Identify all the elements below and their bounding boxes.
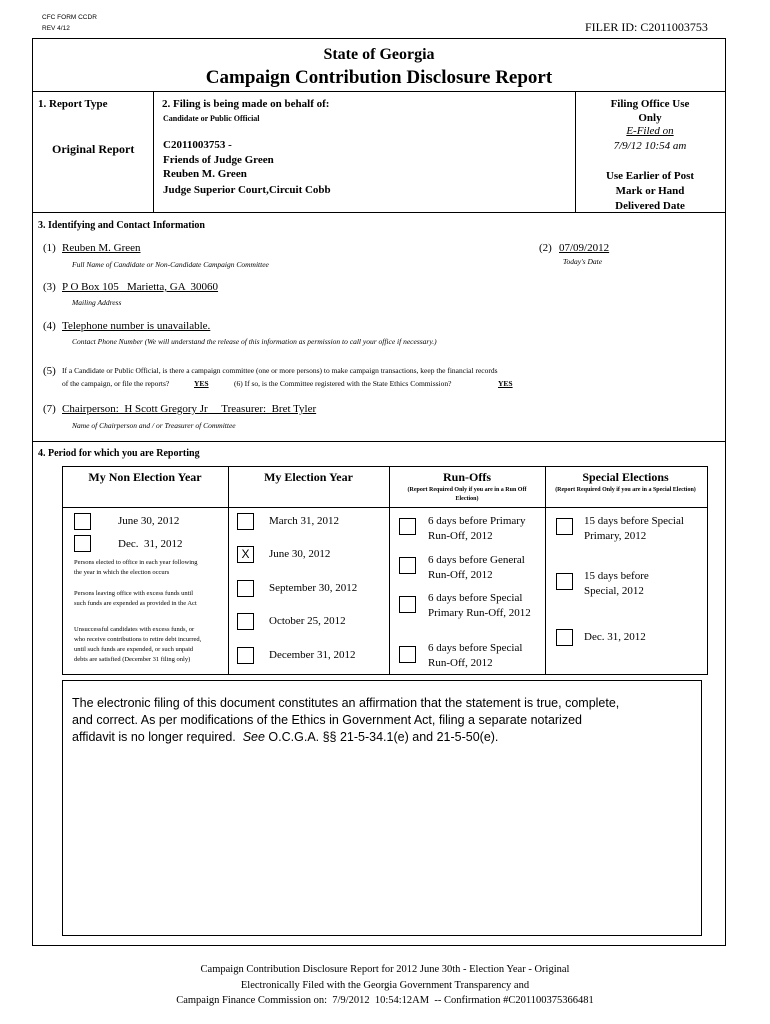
special-label: 15 days before Special, 2012 [584, 570, 649, 597]
item-5-question: If a Candidate or Public Official, is there a campaign committee (one or more persons) to make campaign transactions, keep the financial records [62, 366, 498, 375]
checkbox-runoff-special[interactable] [399, 646, 416, 663]
mailing-address-caption: Mailing Address [72, 298, 122, 307]
non-election-dec-label: Dec. 31, 2012 [118, 538, 183, 550]
checkbox-special-dec[interactable] [556, 629, 573, 646]
filer-line-2: Friends of Judge Green [163, 154, 274, 166]
special-dec-label: Dec. 31, 2012 [584, 631, 646, 643]
item-5-number: (5) [43, 365, 56, 377]
item-3-number: (3) [43, 281, 56, 293]
section-divider-4 [32, 441, 725, 442]
report-title: Campaign Contribution Disclosure Report [205, 67, 553, 88]
item-5-question-2: of the campaign, or file the reports? [62, 379, 170, 388]
chair-treasurer-caption: Name of Chairperson and / or Treasurer of Committee [72, 421, 236, 430]
checkbox-special[interactable] [556, 573, 573, 590]
col-runoffs-title: Run-Offs [442, 470, 491, 484]
item-1-number: (1) [43, 242, 56, 254]
filing-office-note-2: Mark or Hand [615, 185, 685, 197]
affirmation-line-3-a: affidavit is no longer required. [72, 730, 243, 744]
efiled-date: 7/9/12 10:54 am [613, 140, 687, 152]
runoff-special-primary-label: 6 days before Special Primary Run-Off, 2012 [428, 592, 531, 619]
non-election-note-3: Unsuccessful candidates with excess funds, or who receive contributions to retire debt incurred, until such funds are expended, or such unpaid debts are satisfied (December 31 filing only) [74, 626, 202, 663]
section-4-label: 4. Period for which you are Reporting [38, 448, 200, 459]
todays-date-caption: Today's Date [563, 257, 603, 266]
non-election-note-1: Persons elected to office in each year following the year in which the election occurs [74, 559, 198, 576]
item-7-number: (7) [43, 403, 56, 415]
special-primary-label: 15 days before Special Primary, 2012 [584, 515, 684, 542]
form-revision: REV 4/12 [42, 25, 70, 32]
affirmation-see: See [242, 730, 265, 744]
checkbox-runoff-primary[interactable] [399, 518, 416, 535]
filing-behalf-label: 2. Filing is being made on behalf of: [162, 98, 330, 110]
item-4-number: (4) [43, 320, 56, 332]
state-title: State of Georgia [323, 46, 435, 63]
footer-line-3: Campaign Finance Commission on: 7/9/2012 10:54:12AM -- Confirmation #C201100375366481 [176, 995, 594, 1006]
section-3-label: 3. Identifying and Contact Information [38, 220, 205, 231]
period-table-header-divider [62, 507, 707, 508]
chair-treasurer: Chairperson: H Scott Gregory Jr Treasurer: Bret Tyler [62, 403, 317, 415]
non-election-june-label: June 30, 2012 [118, 515, 180, 527]
affirmation-line-2: and correct. As per modifications of the Ethics in Government Act, filing a separate notarized [72, 713, 582, 727]
period-col-divider-1 [228, 466, 229, 674]
item-6-question: (6) If so, is the Committee registered with the State Ethics Commission? [234, 379, 452, 388]
candidate-name: Reuben M. Green [62, 242, 141, 254]
item-2-number: (2) [539, 242, 552, 254]
candidate-name-caption: Full Name of Candidate or Non-Candidate Campaign Committee [72, 260, 269, 269]
filing-office-title-2: Only [638, 112, 662, 124]
election-october-label: October 25, 2012 [269, 615, 346, 627]
footer-line-2: Electronically Filed with the Georgia Government Transparency and [240, 980, 530, 991]
todays-date: 07/09/2012 [559, 242, 610, 254]
report-type-value: Original Report [52, 142, 135, 156]
form-code: CFC FORM CCDR [42, 14, 97, 21]
footer-line-1: Campaign Contribution Disclosure Report for 2012 June 30th - Election Year - Original [200, 964, 570, 975]
affirmation-line-1: The electronic filing of this document constitutes an affirmation that the statement is true, complete, [72, 696, 620, 710]
election-september-label: September 30, 2012 [269, 582, 358, 594]
runoff-special-label: 6 days before Special Run-Off, 2012 [428, 642, 523, 669]
efiled-label: E-Filed on [626, 125, 674, 137]
filer-line-4: Judge Superior Court,Circuit Cobb [163, 184, 331, 196]
item-6-answer: YES [498, 379, 513, 388]
filer-line-3: Reuben M. Green [163, 168, 247, 180]
phone-number: Telephone number is unavailable. [62, 320, 211, 332]
col-runoffs-subtitle: (Report Required Only if you are in a Run Off Election) [407, 487, 527, 502]
election-december-label: December 31, 2012 [269, 649, 356, 661]
runoff-primary-label: 6 days before Primary Run-Off, 2012 [428, 515, 526, 542]
checkbox-runoff-special-primary[interactable] [399, 596, 416, 613]
checkbox-election-october[interactable] [237, 613, 254, 630]
checkbox-election-september[interactable] [237, 580, 254, 597]
col-election-title: My Election Year [264, 470, 353, 484]
col-special-title: Special Elections [582, 470, 669, 484]
checkbox-election-march[interactable] [237, 513, 254, 530]
title-divider [32, 91, 725, 92]
checkbox-special-primary[interactable] [556, 518, 573, 535]
col-special-subtitle: (Report Required Only if you are in a Special Election) [555, 487, 696, 493]
filer-line-1: C2011003753 - [163, 139, 232, 151]
filing-behalf-sublabel: Candidate or Public Official [163, 114, 260, 123]
checkbox-non-election-dec[interactable] [74, 535, 91, 552]
period-col-divider-3 [545, 466, 546, 674]
filing-office-note-3: Delivered Date [615, 200, 685, 212]
checkbox-runoff-general[interactable] [399, 557, 416, 574]
filer-id: FILER ID: C2011003753 [585, 20, 708, 34]
affirmation-line-3 [72, 730, 498, 744]
non-election-note-2: Persons leaving office with excess funds until such funds are expended as provided in the Act [74, 590, 197, 607]
checkbox-election-june[interactable]: X [237, 546, 254, 563]
filing-office-note-1: Use Earlier of Post [605, 170, 695, 182]
col-non-election-title: My Non Election Year [88, 470, 202, 484]
divider-s1 [153, 91, 154, 212]
filing-office-title-1: Filing Office Use [610, 98, 690, 110]
period-col-divider-2 [389, 466, 390, 674]
item-5-answer: YES [194, 379, 209, 388]
section-divider-3 [32, 212, 725, 213]
report-type-label: 1. Report Type [38, 98, 108, 110]
affirmation-line-3-b: O.C.G.A. §§ 21-5-34.1(e) and 21-5-50(e). [264, 730, 499, 744]
checkbox-non-election-june[interactable] [74, 513, 91, 530]
runoff-general-label: 6 days before General Run-Off, 2012 [428, 554, 525, 581]
mailing-address: P O Box 105 Marietta, GA 30060 [62, 281, 219, 293]
election-june-label: June 30, 2012 [269, 548, 331, 560]
phone-caption: Contact Phone Number (We will understand the release of this information as permission to call your office if necessary.) [72, 337, 437, 346]
election-march-label: March 31, 2012 [269, 515, 339, 527]
checkbox-election-december[interactable] [237, 647, 254, 664]
